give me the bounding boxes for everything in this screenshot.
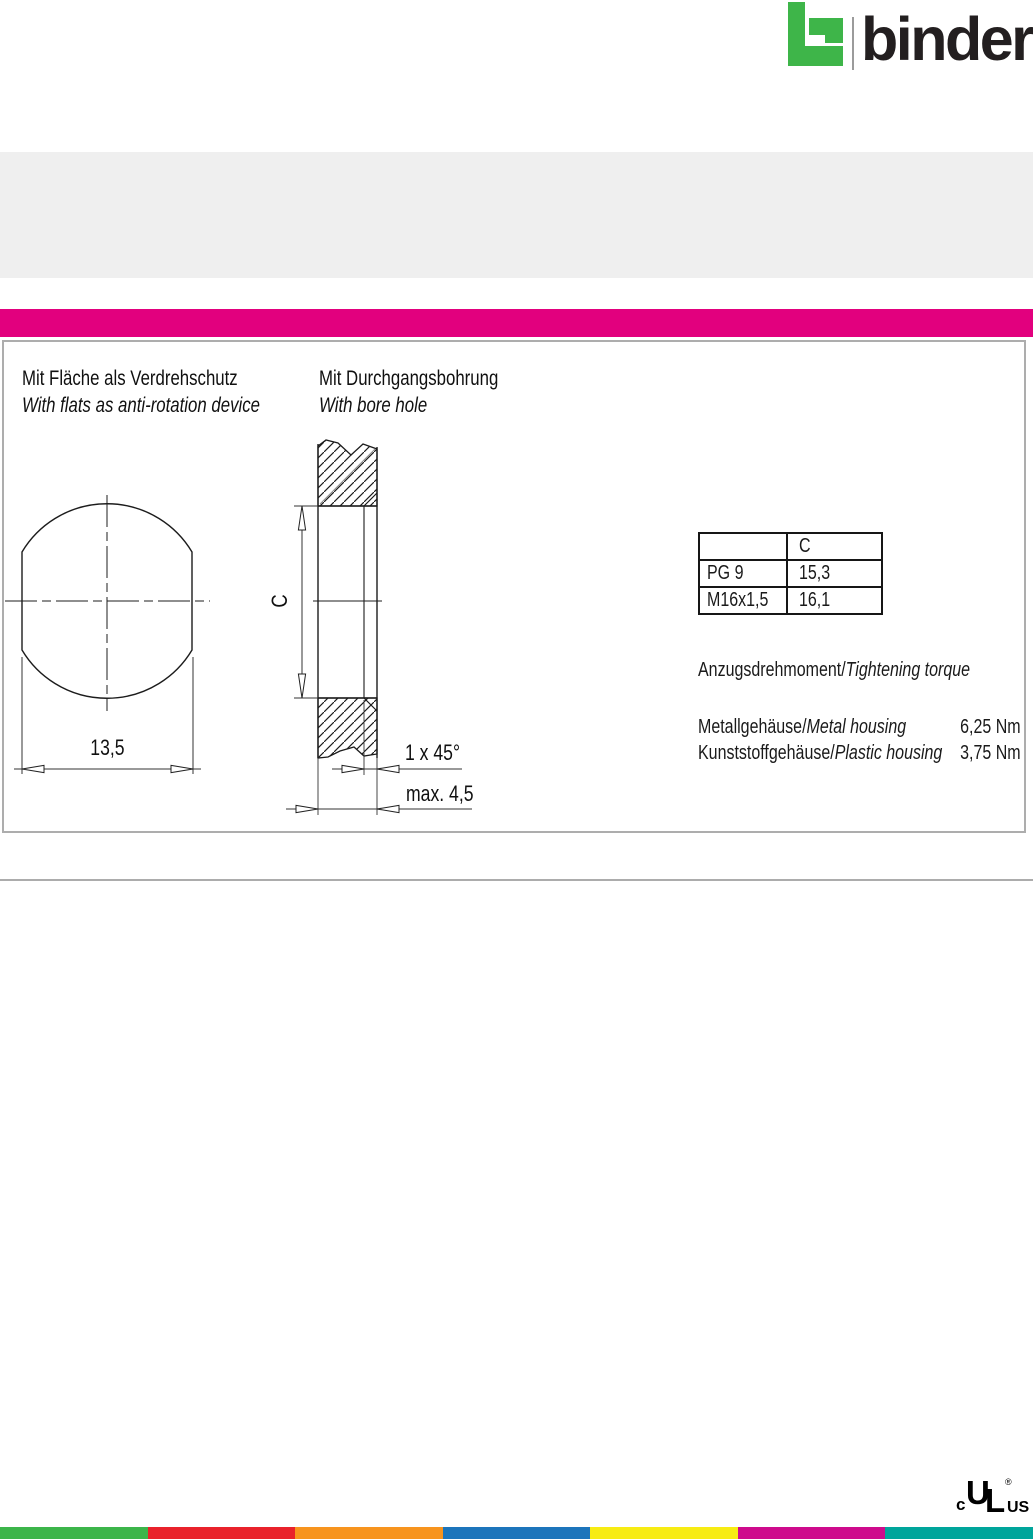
torque-value: 6,25 Nm xyxy=(960,716,1021,738)
brand-wordmark: binder xyxy=(861,5,1033,73)
stripe-segment xyxy=(148,1527,296,1539)
dim-label-chamfer: 1 x 45° xyxy=(405,740,460,765)
stripe-segment xyxy=(590,1527,738,1539)
torque-value: 3,75 Nm xyxy=(960,742,1021,764)
table-cell: 16,1 xyxy=(799,589,831,611)
thread-dimension-table xyxy=(698,532,883,615)
heading-bore-en: With bore hole xyxy=(319,394,428,417)
stripe-segment xyxy=(885,1527,1033,1539)
table-row xyxy=(700,559,881,586)
technical-drawing-panel xyxy=(2,340,1026,833)
heading-bore-de: Mit Durchgangsbohrung xyxy=(319,367,499,390)
table-header-row xyxy=(700,534,881,559)
table-cell: C xyxy=(799,535,811,557)
torque-label: Kunststoffgehäuse/Plastic housing xyxy=(698,742,943,764)
dim-label-c: C xyxy=(266,594,292,608)
section-title-band xyxy=(0,309,1033,337)
footer-color-stripe xyxy=(0,1527,1033,1539)
logo-divider xyxy=(852,17,854,70)
dim-label-thickness: max. 4,5 xyxy=(406,781,474,806)
stripe-segment xyxy=(738,1527,886,1539)
table-cell: PG 9 xyxy=(700,561,788,586)
torque-row-metal xyxy=(698,716,1021,741)
table-row xyxy=(700,586,881,613)
ul-certification-icon: c U L ® US xyxy=(956,1474,1030,1519)
stripe-segment xyxy=(295,1527,443,1539)
table-cell: 15,3 xyxy=(799,562,831,584)
horizontal-divider xyxy=(0,879,1033,881)
stripe-segment xyxy=(443,1527,591,1539)
torque-row-plastic xyxy=(698,742,1021,767)
table-cell: M16x1,5 xyxy=(700,588,788,613)
torque-title: Anzugsdrehmoment/Tightening torque xyxy=(698,659,971,681)
torque-label: Metallgehäuse/Metal housing xyxy=(698,716,907,738)
heading-flats-en: With flats as anti-rotation device xyxy=(22,394,260,417)
header-band xyxy=(0,152,1033,278)
front-view-circle xyxy=(5,495,210,774)
table-cell xyxy=(700,534,788,559)
stripe-segment xyxy=(0,1527,148,1539)
dim-label-flats: 13,5 xyxy=(89,735,125,760)
binder-logo-icon xyxy=(788,2,846,66)
heading-flats-de: Mit Fläche als Verdrehschutz xyxy=(22,367,238,390)
